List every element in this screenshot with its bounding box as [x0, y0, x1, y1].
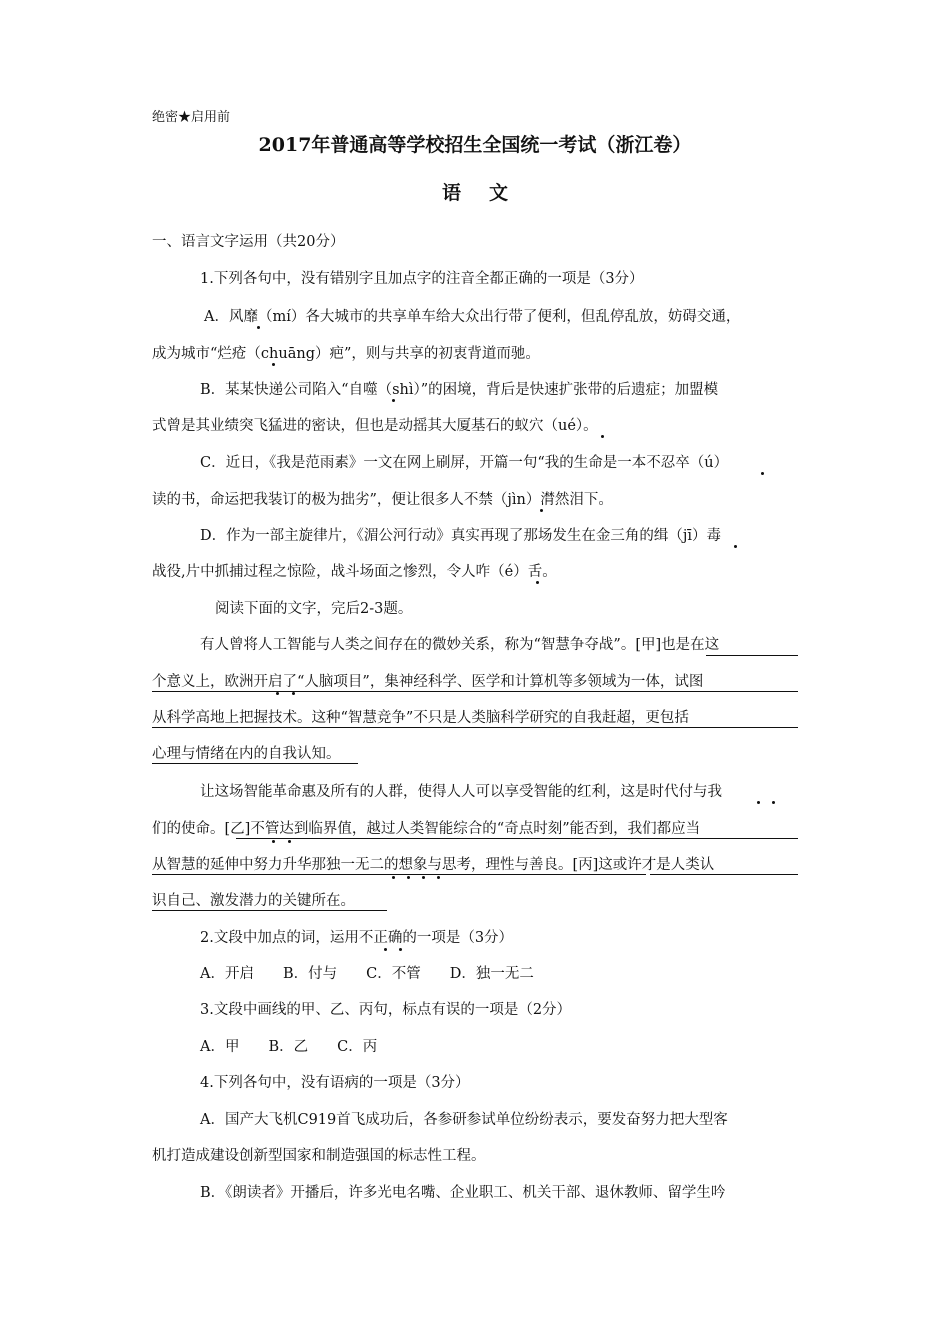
- emphasis-dot: [536, 581, 539, 584]
- q4-option-b-line1: B．《朗读者》开播后，许多光电名嘴、企业职工、机关干部、退休教师、留学生吟: [200, 1185, 726, 1201]
- q4-stem: 4.下列各句中，没有语病的一项是（3分）: [200, 1075, 470, 1091]
- underline-bing: [152, 910, 387, 911]
- q1-option-c-line2: 读的书，命运把我装订的极为拙劣”，便让很多人不禁（jìn）潸然泪下。: [152, 492, 613, 508]
- emphasis-dot: [407, 876, 410, 879]
- underline-jia: [152, 727, 798, 728]
- emphasis-dot: [757, 801, 760, 804]
- underline-bing: [650, 874, 798, 875]
- q3-options: A．甲 B．乙 C．丙: [200, 1039, 378, 1055]
- q1-option-a-line1: A．风靡（mí）各大城市的共享单车给大众出行带了便利，但乱停乱放，妨碍交通，: [204, 309, 741, 325]
- emphasis-dot: [772, 801, 775, 804]
- underline-jia: [152, 691, 798, 692]
- emphasis-dot: [288, 840, 291, 843]
- emphasis-dot: [392, 399, 395, 402]
- passage-p2-line4: 识自己、激发潜力的关键所在。: [152, 893, 355, 909]
- passage-p1-line2: 个意义上，欧洲开启了“人脑项目”，集神经科学、医学和计算机等多领域为一体，试图: [152, 674, 704, 690]
- emphasis-dot: [392, 876, 395, 879]
- q2-stem: 2.文段中加点的词，运用不正确的一项是（3分）: [200, 930, 514, 946]
- emphasis-dot: [540, 509, 543, 512]
- q1-option-c-line1: C．近日，《我是范雨素》一文在网上刷屏，开篇一句“我的生命是一本不忍卒（ú）: [200, 455, 729, 471]
- q1-option-d-line2: 战役,片中抓捕过程之惊险，战斗场面之惨烈，令人咋（é）舌。: [152, 564, 557, 580]
- emphasis-dot: [292, 692, 295, 695]
- subject-title: 语文: [441, 182, 536, 204]
- underline-jia: [152, 763, 358, 764]
- emphasis-dot: [601, 435, 604, 438]
- passage-p1-line1: 有人曾将人工智能与人类之间存在的微妙关系，称为“智慧争夺战”。[甲]也是在这: [200, 637, 720, 653]
- q1-option-d-line1: D．作为一部主旋律片，《湄公河行动》真实再现了那场发生在金三角的缉（jī）毒: [200, 528, 722, 544]
- emphasis-dot: [761, 472, 764, 475]
- q1-option-b-line2: 式曾是其业绩突飞猛进的密诀，但也是动摇其大厦基石的蚁穴（ué）。: [152, 418, 598, 434]
- q4-option-a-line1: A．国产大飞机C919首飞成功后，各参研参试单位纷纷表示，要发奋努力把大型客: [200, 1112, 728, 1128]
- exam-title: 2017年普通高等学校招生全国统一考试（浙江卷）: [258, 134, 692, 156]
- emphasis-dot: [272, 363, 275, 366]
- passage-p1-line4: 心理与情绪在内的自我认知。: [152, 746, 341, 762]
- passage-p2-line2: 们的使命。[乙]不管达到临界值，越过人类智能综合的“奇点时刻”能否到，我们都应当: [152, 821, 701, 837]
- q1-option-a-line2: 成为城市“烂疮（chuāng）疤”，则与共享的初衷背道而驰。: [152, 346, 540, 362]
- emphasis-dot: [437, 876, 440, 879]
- underline-yi: [152, 874, 646, 875]
- passage-p2-line1: 让这场智能革命惠及所有的人群，使得人人可以享受智能的红利，这是时代付与我: [200, 784, 722, 800]
- underline-jia: [706, 655, 798, 656]
- section-heading: 一、语言文字运用（共20分）: [152, 234, 345, 250]
- emphasis-dot: [257, 326, 260, 329]
- q1-stem: 1.下列各句中，没有错别字且加点字的注音全都正确的一项是（3分）: [200, 271, 644, 287]
- passage-p1-line3: 从科学高地上把握技术。这种“智慧竞争”不只是人类脑科学研究的自我赶超，更包括: [152, 710, 689, 726]
- emphasis-dot: [384, 948, 387, 951]
- emphasis-dot: [399, 948, 402, 951]
- underline-yi: [236, 838, 798, 839]
- passage-p2-line3: 从智慧的延伸中努力升华那独一无二的想象与思考，理性与善良。[丙]这或许才是人类认: [152, 857, 715, 873]
- passage-intro: 阅读下面的文字，完后2-3题。: [215, 601, 413, 617]
- q4-option-a-line2: 机打造成建设创新型国家和制造强国的标志性工程。: [152, 1148, 486, 1164]
- secret-mark: 绝密★启用前: [152, 110, 231, 125]
- q2-options: A．开启 B．付与 C．不管 D．独一无二: [200, 966, 534, 982]
- emphasis-dot: [734, 545, 737, 548]
- emphasis-dot: [272, 840, 275, 843]
- emphasis-dot: [422, 876, 425, 879]
- q1-option-b-line1: B．某某快递公司陷入“自噬（shì）”的困境，背后是快速扩张带的后遗症；加盟模: [200, 382, 719, 398]
- emphasis-dot: [276, 692, 279, 695]
- q3-stem: 3.文段中画线的甲、乙、丙句，标点有误的一项是（2分）: [200, 1002, 572, 1018]
